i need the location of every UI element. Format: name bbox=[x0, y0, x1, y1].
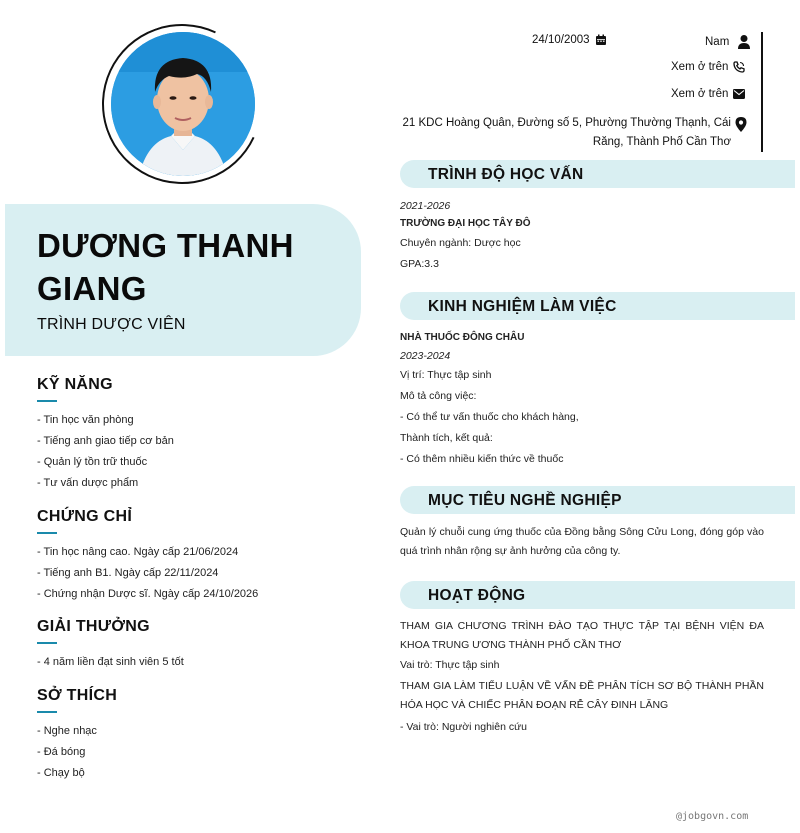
experience-desc: - Có thể tư vấn thuốc cho khách hàng, bbox=[400, 411, 579, 423]
skills-heading: KỸ NĂNG bbox=[37, 376, 113, 393]
awards-heading: GIẢI THƯỞNG bbox=[37, 618, 150, 635]
skills-section bbox=[37, 376, 357, 494]
experience-result: - Có thêm nhiều kiến thức về thuốc bbox=[400, 453, 564, 465]
education-heading-bar bbox=[400, 160, 795, 188]
hobbies-heading: SỞ THÍCH bbox=[37, 687, 118, 704]
education-heading: TRÌNH ĐỘ HỌC VẤN bbox=[428, 166, 584, 183]
award-item: - 4 năm liền đạt sinh viên 5 tốt bbox=[37, 656, 184, 668]
location-pin-icon bbox=[735, 117, 747, 132]
hobbies-section bbox=[37, 687, 357, 784]
hobby-item: - Đá bóng bbox=[37, 746, 86, 758]
envelope-icon bbox=[733, 89, 745, 99]
heading-underline bbox=[37, 400, 57, 402]
experience-heading: KINH NGHIỆM LÀM VIỆC bbox=[428, 298, 617, 315]
activity-1: THAM GIA CHƯƠNG TRÌNH ĐÀO TẠO THỰC TẬP TẠI BỆNH VIỆN ĐA KHOA TRUNG ƯƠNG THÀNH PHỐ CẦN THƠ bbox=[400, 620, 764, 651]
school-name: TRƯỜNG ĐẠI HỌC TÂY ĐÔ bbox=[400, 218, 531, 229]
phone: Xem ở trên bbox=[671, 61, 729, 73]
experience-position: Vị trí: Thực tập sinh bbox=[400, 369, 492, 381]
job-title: TRÌNH DƯỢC VIÊN bbox=[37, 316, 186, 333]
email-row bbox=[671, 88, 745, 100]
education-major: Chuyên ngành: Dược học bbox=[400, 237, 521, 249]
activities-heading: HOẠT ĐỘNG bbox=[428, 587, 526, 604]
skill-item: - Tiếng anh giao tiếp cơ bản bbox=[37, 435, 174, 447]
awards-section bbox=[37, 618, 357, 673]
objective-heading-bar bbox=[400, 486, 795, 514]
certificates-section bbox=[37, 508, 357, 605]
address: 21 KDC Hoàng Quân, Đường số 5, Phường Thường Thạnh, Cái Răng, Thành Phố Cần Thơ bbox=[402, 117, 731, 148]
birthdate: 24/10/2003 bbox=[532, 34, 590, 46]
skill-item: - Quản lý tồn trữ thuốc bbox=[37, 456, 148, 468]
activity-2: THAM GIA LÀM TIỂU LUẬN VỀ VẤN ĐỀ PHÂN TÍCH SƠ BỘ THÀNH PHẦN HÓA HỌC VÀ CHIẾC PHÂN ĐOẠN RỄ CÂY ĐINH LĂNG bbox=[400, 680, 764, 711]
activity-1-role: Vai trò: Thực tập sinh bbox=[400, 659, 500, 671]
certificate-item: - Tiếng anh B1. Ngày cấp 22/11/2024 bbox=[37, 567, 219, 579]
contact-divider bbox=[761, 32, 763, 152]
education-gpa: GPA:3.3 bbox=[400, 258, 439, 270]
experience-desc-label: Mô tả công việc: bbox=[400, 390, 477, 402]
skill-item: - Tư vấn dược phẩm bbox=[37, 477, 139, 489]
certificates-heading: CHỨNG CHỈ bbox=[37, 508, 133, 525]
full-name: DƯƠNG THANH GIANG bbox=[37, 227, 294, 307]
watermark: @jobgovn.com bbox=[676, 811, 749, 822]
heading-underline bbox=[37, 642, 57, 644]
calendar-icon bbox=[595, 34, 607, 46]
hobby-item: - Nghe nhạc bbox=[37, 725, 97, 737]
certificate-item: - Chứng nhận Dược sĩ. Ngày cấp 24/10/2026 bbox=[37, 588, 259, 600]
company-name: NHÀ THUỐC ĐÔNG CHÂU bbox=[400, 332, 525, 343]
phone-icon bbox=[733, 61, 745, 73]
experience-result-label: Thành tích, kết quả: bbox=[400, 432, 493, 444]
skill-item: - Tin học văn phòng bbox=[37, 414, 134, 426]
certificate-item: - Tin học nâng cao. Ngày cấp 21/06/2024 bbox=[37, 546, 239, 558]
email: Xem ở trên bbox=[671, 88, 729, 100]
phone-row bbox=[671, 61, 745, 73]
gender: Nam bbox=[705, 36, 730, 48]
profile-photo bbox=[111, 32, 255, 176]
activity-2-role: - Vai trò: Người nghiên cứu bbox=[400, 721, 527, 733]
objective-text: Quản lý chuỗi cung ứng thuốc của Đồng bằng Sông Cửu Long, đóng góp vào quá trình nhân rộng sự ảnh hưởng của công ty. bbox=[400, 526, 764, 557]
experience-period: 2023-2024 bbox=[400, 350, 451, 362]
heading-underline bbox=[37, 532, 57, 534]
objective-heading: MỤC TIÊU NGHỀ NGHIỆP bbox=[428, 492, 622, 509]
birthdate-row bbox=[532, 34, 607, 46]
gender-row bbox=[705, 34, 751, 50]
hobby-item: - Chạy bộ bbox=[37, 767, 85, 779]
heading-underline bbox=[37, 711, 57, 713]
person-icon bbox=[737, 34, 751, 50]
experience-heading-bar bbox=[400, 292, 795, 320]
activities-heading-bar bbox=[400, 581, 795, 609]
education-period: 2021-2026 bbox=[400, 200, 451, 212]
name-banner bbox=[5, 204, 361, 356]
